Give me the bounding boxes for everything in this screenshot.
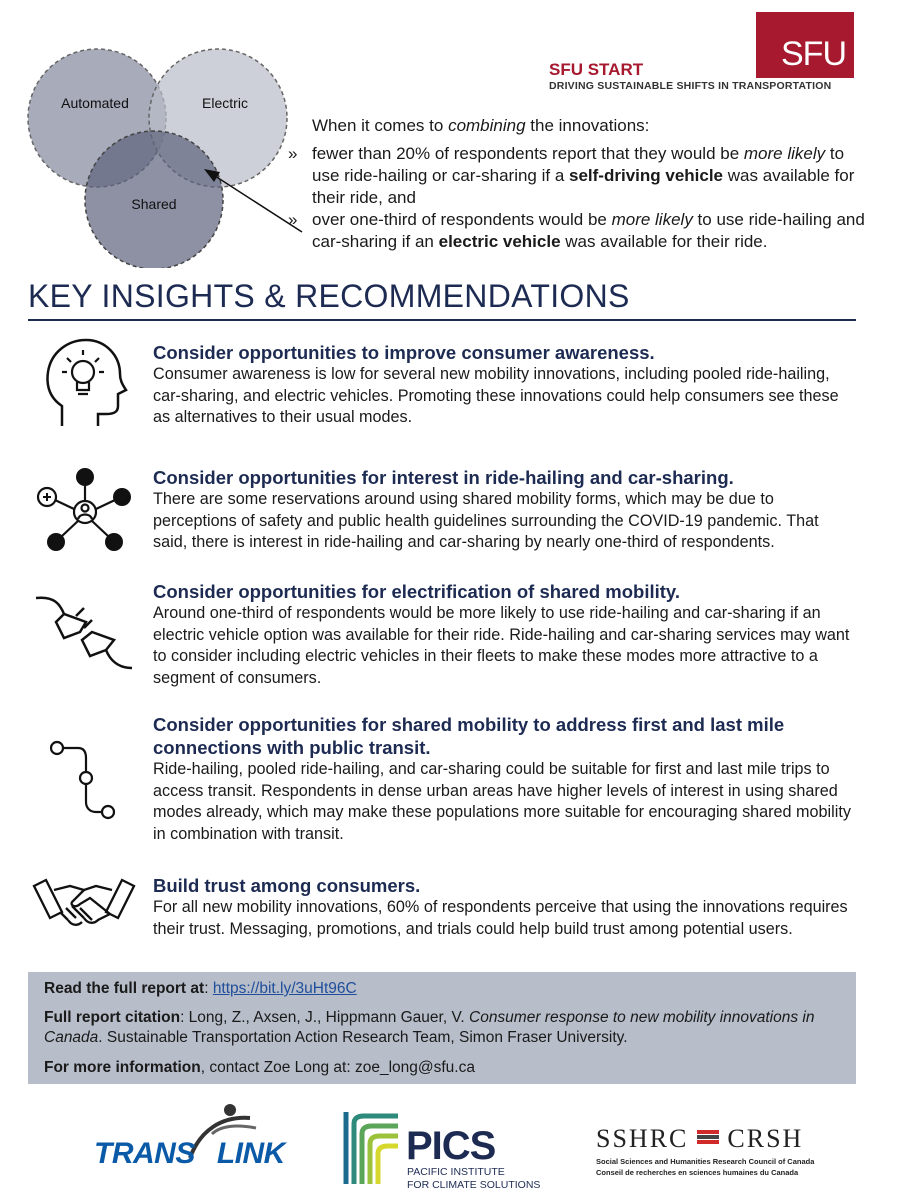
start-title: SFU START	[549, 60, 644, 79]
social-network-icon	[34, 464, 134, 556]
venn-label-shared: Shared	[131, 196, 177, 212]
insight-title: Consider opportunities for electrification of shared mobility.	[153, 581, 680, 602]
insight-title: Consider opportunities to improve consumer awareness.	[153, 342, 655, 363]
report-citation: Full report citation: Long, Z., Axsen, J., Hippmann Gauer, V. Consumer response to new mobility innovations in Canada. Sustainable Transportation Action Research Team, Simon Fraser University.	[44, 1009, 815, 1046]
bullet-icon: »	[288, 144, 298, 163]
sshrc-english: Social Sciences and Humanities Research Council of Canada	[596, 1157, 815, 1166]
insight-body: There are some reservations around using shared mobility forms, which may be due to perceptions of safety and public health guidelines surrounding the COVID-19 pandemic. That said, there is interest in ride-hailing and car-sharing by nearly one-third of respondents.	[153, 490, 819, 551]
handshake-icon	[32, 872, 136, 942]
insight-interest	[153, 466, 853, 554]
plug-icon	[34, 594, 134, 674]
insight-body: Ride-hailing, pooled ride-hailing, and car-sharing could be suitable for first and last mile trips to access transit. Respondents in dense urban areas have higher levels of interest in using shared modes already, which may make these populations more suitable for encouraging shared mobility in combination with transit.	[153, 760, 851, 843]
insight-title: Consider opportunities for shared mobility to address first and last mile connections with public transit.	[153, 714, 785, 758]
pics-logo: PICS	[406, 1124, 496, 1168]
combining-summary	[288, 115, 872, 253]
insight-body: Consumer awareness is low for several new mobility innovations, including pooled ride-hailing, car-sharing, and electric vehicles. Promoting these innovations could help consumers see these as alternatives to their usual modes.	[153, 365, 839, 426]
insight-awareness	[153, 341, 853, 429]
venn-label-automated: Automated	[61, 95, 129, 111]
venn-label-electric: Electric	[202, 95, 248, 111]
pics-mark-icon	[342, 1106, 402, 1186]
pics-subtitle: FOR CLIMATE SOLUTIONS	[407, 1179, 541, 1191]
contact-info: For more information, contact Zoe Long at: zoe_long@sfu.ca	[44, 1059, 475, 1076]
start-subtitle: DRIVING SUSTAINABLE SHIFTS IN TRANSPORTATION	[549, 80, 832, 92]
lightbulb-head-icon	[42, 336, 128, 428]
translink-logo: TRANS LINK	[94, 1137, 285, 1170]
report-info-box	[28, 972, 856, 1084]
sfu-logo: SFU	[756, 12, 854, 78]
insight-first-last-mile	[153, 713, 853, 845]
route-icon	[50, 740, 120, 830]
combining-item: » over one-third of respondents would be more likely to use ride-hailing and car-sharing if an electric vehicle was available for their ride.	[288, 210, 865, 251]
read-full-report: Read the full report at: https://bit.ly/3uHt96C	[44, 980, 357, 997]
insight-body: For all new mobility innovations, 60% of respondents perceive that using the innovations requires their trust. Messaging, promotions, and trials could help build trust among potential users.	[153, 898, 848, 938]
section-title: KEY INSIGHTS & RECOMMENDATIONS	[28, 278, 630, 314]
insight-trust	[153, 874, 853, 940]
sshrc-flag-icon	[697, 1129, 719, 1149]
insight-title: Consider opportunities for interest in ride-hailing and car-sharing.	[153, 467, 734, 488]
report-link[interactable]: https://bit.ly/3uHt96C	[212, 980, 357, 997]
pics-subtitle: PACIFIC INSTITUTE	[407, 1166, 505, 1178]
sshrc-logo: SSHRC CRSH	[596, 1124, 804, 1153]
bullet-icon: »	[288, 210, 298, 229]
insight-electrification	[153, 580, 853, 689]
insight-body: Around one-third of respondents would be more likely to use ride-hailing and car-sharing if an electric vehicle option was available for their ride. Ride-hailing and car-sharing services may want to consider including electric vehicles in their fleets to make these modes more attractive to a segment of consumers.	[153, 604, 850, 687]
combining-item: » fewer than 20% of respondents report that they would be more likely to use ride-hailing or car-sharing if a self-driving vehicle was available for their ride, and	[288, 144, 855, 207]
insight-title: Build trust among consumers.	[153, 875, 421, 896]
sshrc-french: Conseil de recherches en sciences humaines du Canada	[596, 1168, 799, 1177]
combining-intro: When it comes to combining the innovations:	[312, 116, 650, 135]
divider	[28, 319, 856, 321]
